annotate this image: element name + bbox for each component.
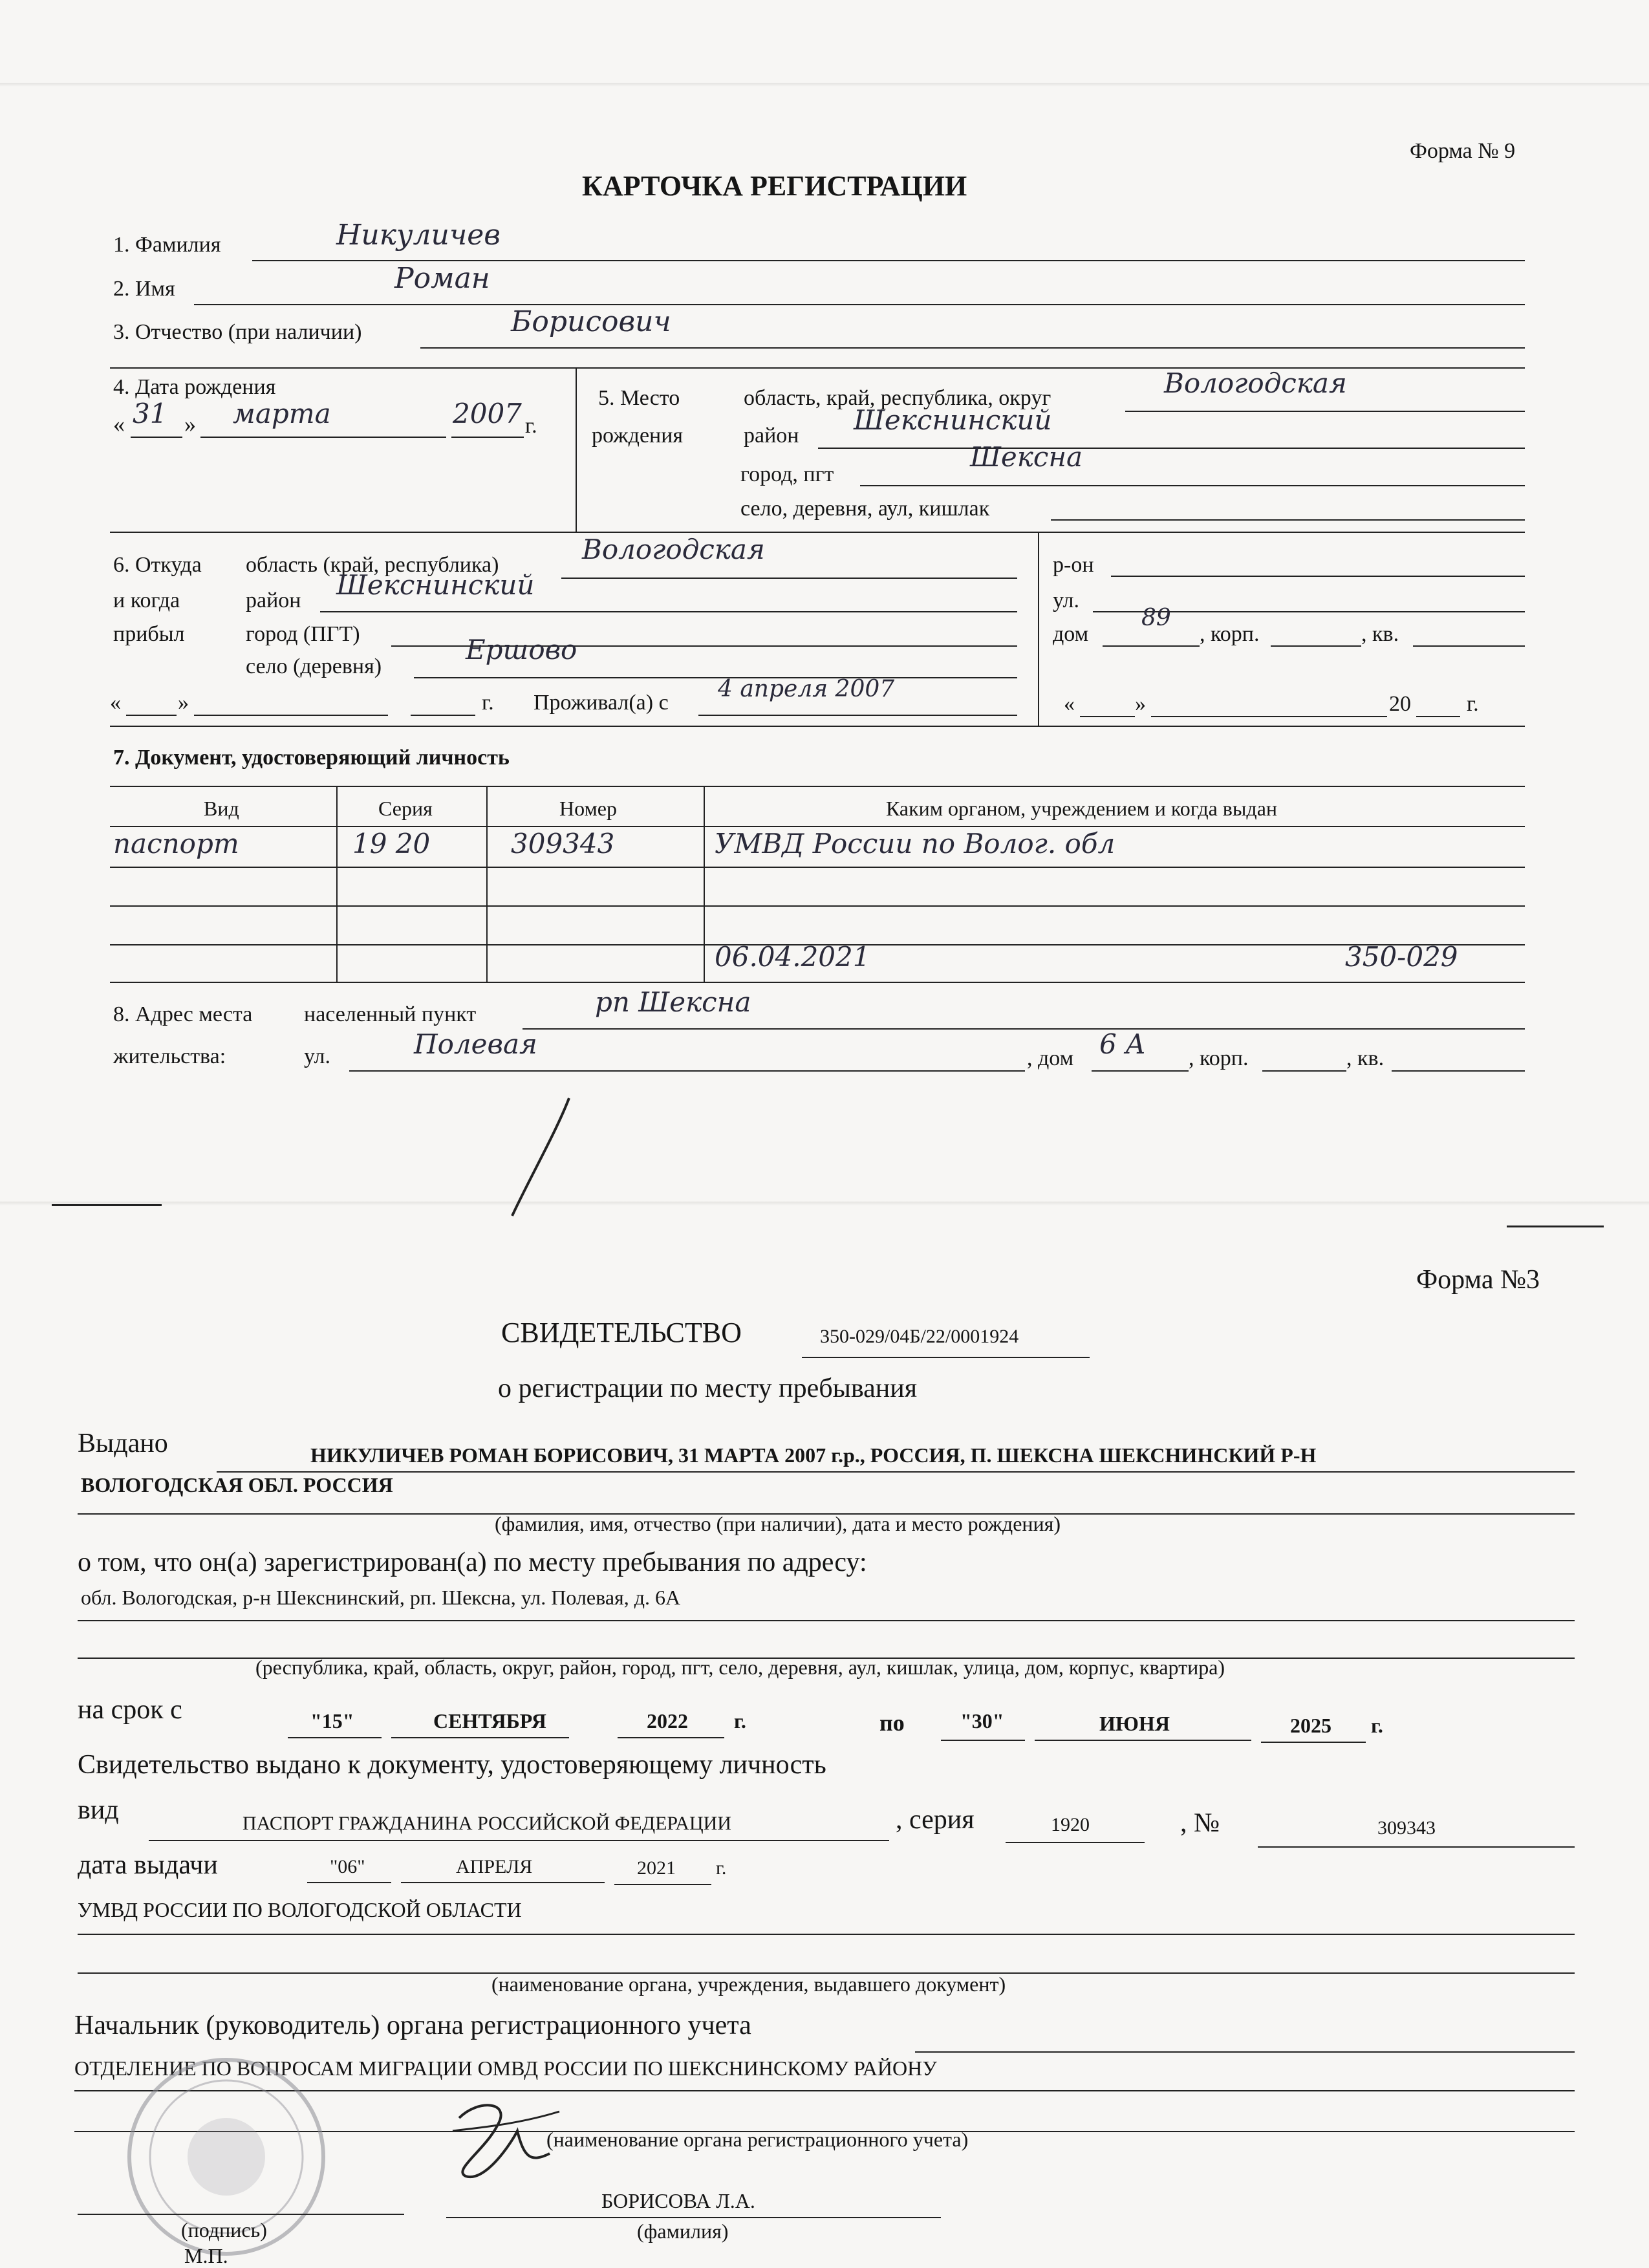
doc-col-1 [336,786,338,982]
reg-day-line [1080,716,1135,717]
office-value: ОТДЕЛЕНИЕ ПО ВОПРОСАМ МИГРАЦИИ ОМВД РОССИИ ПО ШЕКСНИНСКОМУ РАЙОНУ [74,2057,937,2080]
box-divider [576,367,577,532]
patronymic-label: 3. Отчество (при наличии) [113,320,362,344]
cert-number: 350-029/04Б/22/0001924 [820,1326,1019,1347]
birth-quote-close: » [184,411,196,437]
address-value: обл. Вологодская, р-н Шекснинский, рп. Шексна, ул. Полевая, д. 6А [81,1586,681,1609]
from-district-label: район [246,589,301,612]
card-title: КАРТОЧКА РЕГИСТРАЦИИ [582,170,967,202]
handwritten-signature [440,2092,569,2189]
box6-divider [1038,532,1039,727]
birth-year-line [451,437,524,438]
from-day: "15" [310,1709,354,1733]
house-line [1103,645,1200,647]
series-label: , серия [896,1805,975,1835]
surname-line [252,260,1525,261]
from-month: СЕНТЯБРЯ [433,1709,546,1733]
region-line [1125,411,1525,412]
kv-label: , кв. [1361,622,1399,646]
korp-line [1271,645,1361,647]
head-label: Начальник (руководитель) органа регистрационного учета [74,2011,751,2040]
to-year-line [1261,1742,1366,1743]
address-caption: (республика, край, область, округ, район, город, пгт, село, деревня, аул, кишлак, улица, дом, корпус, квартира) [255,1656,1225,1679]
addr-house-line [1092,1070,1189,1072]
doc-header-number: Номер [559,797,617,820]
doc-header-type: Вид [204,797,239,820]
doc-col-3 [704,786,705,982]
doc-header-series: Серия [378,797,433,820]
region-label: область, край, республика, округ [744,386,1051,410]
kv-line [1413,645,1525,647]
fold-line-middle [0,1202,1649,1205]
issue-year-suffix: г. [716,1857,727,1879]
arrival-quote-close: » [178,691,189,715]
arrival-year-line [411,715,475,716]
addr-house-value: 6 А [1099,1028,1146,1060]
strike-mark [504,1093,582,1222]
lived-line [698,715,1017,716]
birth-day: 31 [133,398,167,429]
district-value: Шекснинский [854,404,1052,436]
addr-street-value: Полевая [414,1028,537,1060]
addr-street-line [349,1070,1025,1072]
name-label: 2. Имя [113,277,175,301]
authority-underline-1 [78,1934,1575,1935]
issue-day-line [307,1882,391,1883]
reg-year-line [1416,716,1460,717]
from-region-value: Вологодская [582,534,765,565]
addr-kv-label: , кв. [1346,1046,1385,1070]
from-label-1: 6. Откуда [113,553,202,577]
to-month: ИЮНЯ [1099,1712,1170,1735]
birth-year-suffix: г. [525,414,537,438]
arrival-year-suffix: г. [482,691,494,715]
arrival-quote-open: « [110,691,121,715]
from-region-label: область (край, республика) [246,553,499,577]
from-year: 2022 [647,1709,688,1733]
birth-quote-open: « [113,411,125,437]
authority-value: УМВД РОССИИ ПО ВОЛОГОДСКОЙ ОБЛАСТИ [78,1898,522,1921]
city-value: Шексна [970,441,1083,473]
from-region-line [561,578,1017,579]
from-district-line [320,611,1017,612]
office-caption: (наименование органа регистрационного учета) [546,2128,969,2151]
box-bottom-line [110,532,1525,533]
issued-caption: (фамилия, имя, отчество (при наличии), дата и место рождения) [495,1512,1061,1535]
birthplace-label-1: 5. Место [598,386,680,410]
arrival-day-line [126,715,177,716]
fold-mark-right [1507,1226,1604,1227]
settlement-label: населенный пункт [304,1002,477,1026]
lived-label: Проживал(а) с [534,691,669,715]
surname-value: Никуличев [336,219,501,252]
address-label-1: 8. Адрес места [113,1002,253,1026]
stamp-caption: М.П. [184,2244,228,2267]
from-village-value: Ершово [466,634,577,665]
city-label: город, пгт [740,462,834,486]
surname-line-bottom [446,2217,941,2218]
issued-line-2: ВОЛОГОДСКАЯ ОБЛ. РОССИЯ [81,1473,393,1496]
birth-day-line [131,437,182,438]
doc-table-row2 [110,905,1525,907]
cert-title: СВИДЕТЕЛЬСТВО [501,1317,742,1348]
reg-month-line [1151,716,1387,717]
issue-month: АПРЕЛЯ [456,1856,533,1877]
box6-bottom-line [110,726,1525,727]
authority-caption: (наименование органа, учреждения, выдавшего документ) [491,1972,1006,1996]
doc-header-authority: Каким органом, учреждением и когда выдан [886,797,1278,820]
doc-table-top [110,786,1525,787]
city-line [860,485,1525,486]
house-value: 89 [1141,605,1171,631]
to-year-suffix: г. [1371,1714,1383,1737]
cert-form-number: Форма №3 [1416,1265,1540,1295]
from-label-2: и когда [113,589,180,612]
card-form-number: Форма № 9 [1410,139,1516,163]
from-village-line [414,677,1017,678]
signature-caption: (подпись) [181,2218,267,2241]
to-day-line [941,1740,1025,1741]
series-line [1006,1842,1145,1843]
kind-line [149,1840,889,1841]
cert-number-line [802,1357,1090,1358]
korp-label: , корп. [1200,622,1260,646]
cert-subtitle: о регистрации по месту пребывания [498,1374,918,1403]
reg-quote-open: « [1064,692,1075,716]
birth-month-line [200,437,446,438]
name-line [194,304,1525,305]
village-line [1051,519,1525,521]
district-line [818,448,1525,449]
from-district-value: Шекснинский [336,569,535,601]
addr-street-label: ул. [304,1044,330,1068]
signer-name: БОРИСОВА Л.А. [601,2189,755,2212]
fold-mark [52,1204,162,1206]
from-day-line [288,1737,382,1738]
to-year: 2025 [1290,1714,1331,1737]
from-year-suffix: г. [734,1709,746,1733]
doc-number-value: 309343 [511,828,615,859]
fold-line-top [0,83,1649,87]
from-city-label: город (ПГТ) [246,622,360,646]
village-label: село, деревня, аул, кишлак [740,497,990,521]
issue-day: "06" [330,1856,365,1877]
r-on-line [1111,576,1525,577]
from-year-line [618,1737,724,1738]
lived-value: 4 апреля 2007 [718,676,895,702]
from-village-label: село (деревня) [246,654,382,678]
number-value: 309343 [1377,1817,1436,1839]
number-label: , № [1180,1808,1220,1838]
series-value: 1920 [1051,1814,1090,1835]
name-value: Роман [394,262,490,295]
patronymic-line [420,347,1525,349]
birth-year: 2007 [453,398,522,429]
doc-table-header-bottom [110,826,1525,827]
settlement-value: рп Шексна [595,986,751,1018]
term-from-label: на срок с [78,1695,182,1725]
addr-house-label: , дом [1027,1046,1074,1070]
issue-month-line [401,1882,605,1883]
arrival-month-line [194,715,388,716]
doc-series-value: 19 20 [352,828,431,859]
doc-type-value: паспорт [113,828,239,859]
kind-value: ПАСПОРТ ГРАЖДАНИНА РОССИЙСКОЙ ФЕДЕРАЦИИ [242,1813,731,1834]
region-value: Вологодская [1164,367,1347,399]
doc-section-label: 7. Документ, удостоверяющий личность [113,746,510,770]
doc-col-2 [486,786,488,982]
settlement-line [523,1028,1525,1030]
number-line [1258,1846,1575,1848]
issue-date-label: дата выдачи [78,1850,218,1880]
issued-label: Выдано [78,1429,168,1458]
r-on-label: р-он [1053,553,1094,577]
house-label: дом [1053,622,1089,646]
doc-table-row1 [110,867,1525,868]
signature-line [78,2214,404,2215]
kind-label: вид [78,1795,119,1825]
doc-table-bottom [110,982,1525,983]
to-label: по [879,1710,905,1736]
to-month-line [1035,1740,1251,1741]
doc-code-value: 350-029 [1345,941,1458,973]
to-day: "30" [960,1709,1004,1733]
issue-year: 2021 [637,1857,676,1879]
issued-line-1: НИКУЛИЧЕВ РОМАН БОРИСОВИЧ, 31 МАРТА 2007 г.р., РОССИЯ, П. ШЕКСНА ШЕКСНИНСКИЙ Р-Н [310,1443,1317,1467]
doc-issued-text: Свидетельство выдано к документу, удостоверяющему личность [78,1750,826,1780]
surname-caption: (фамилия) [637,2219,729,2243]
address-underline-1 [78,1620,1575,1621]
birthplace-label-2: рождения [592,424,684,448]
from-label-3: прибыл [113,622,185,646]
reg-year-prefix: 20 [1389,692,1411,716]
reg-quote-close: » [1135,692,1146,716]
birth-date-label: 4. Дата рождения [113,375,276,399]
doc-authority-value: УМВД России по Волог. обл [715,828,1116,859]
head-line [915,2051,1575,2053]
address-label-2: жительства: [113,1044,226,1068]
registered-text: о том, что он(а) зарегистрирован(а) по месту пребывания по адресу: [78,1548,867,1577]
patronymic-value: Борисович [511,305,671,338]
addr-korp-line [1262,1070,1346,1072]
issued-underline-1 [217,1471,1575,1473]
street-label: ул. [1053,589,1079,612]
doc-issue-date-value: 06.04.2021 [715,941,870,973]
addr-kv-line [1392,1070,1525,1072]
issue-year-line [614,1884,711,1885]
from-month-line [391,1737,569,1738]
district-label: район [744,424,799,448]
reg-year-suffix: г. [1467,692,1479,716]
addr-korp-label: , корп. [1189,1046,1249,1070]
birth-month: марта [233,398,331,429]
surname-label: 1. Фамилия [113,233,221,257]
